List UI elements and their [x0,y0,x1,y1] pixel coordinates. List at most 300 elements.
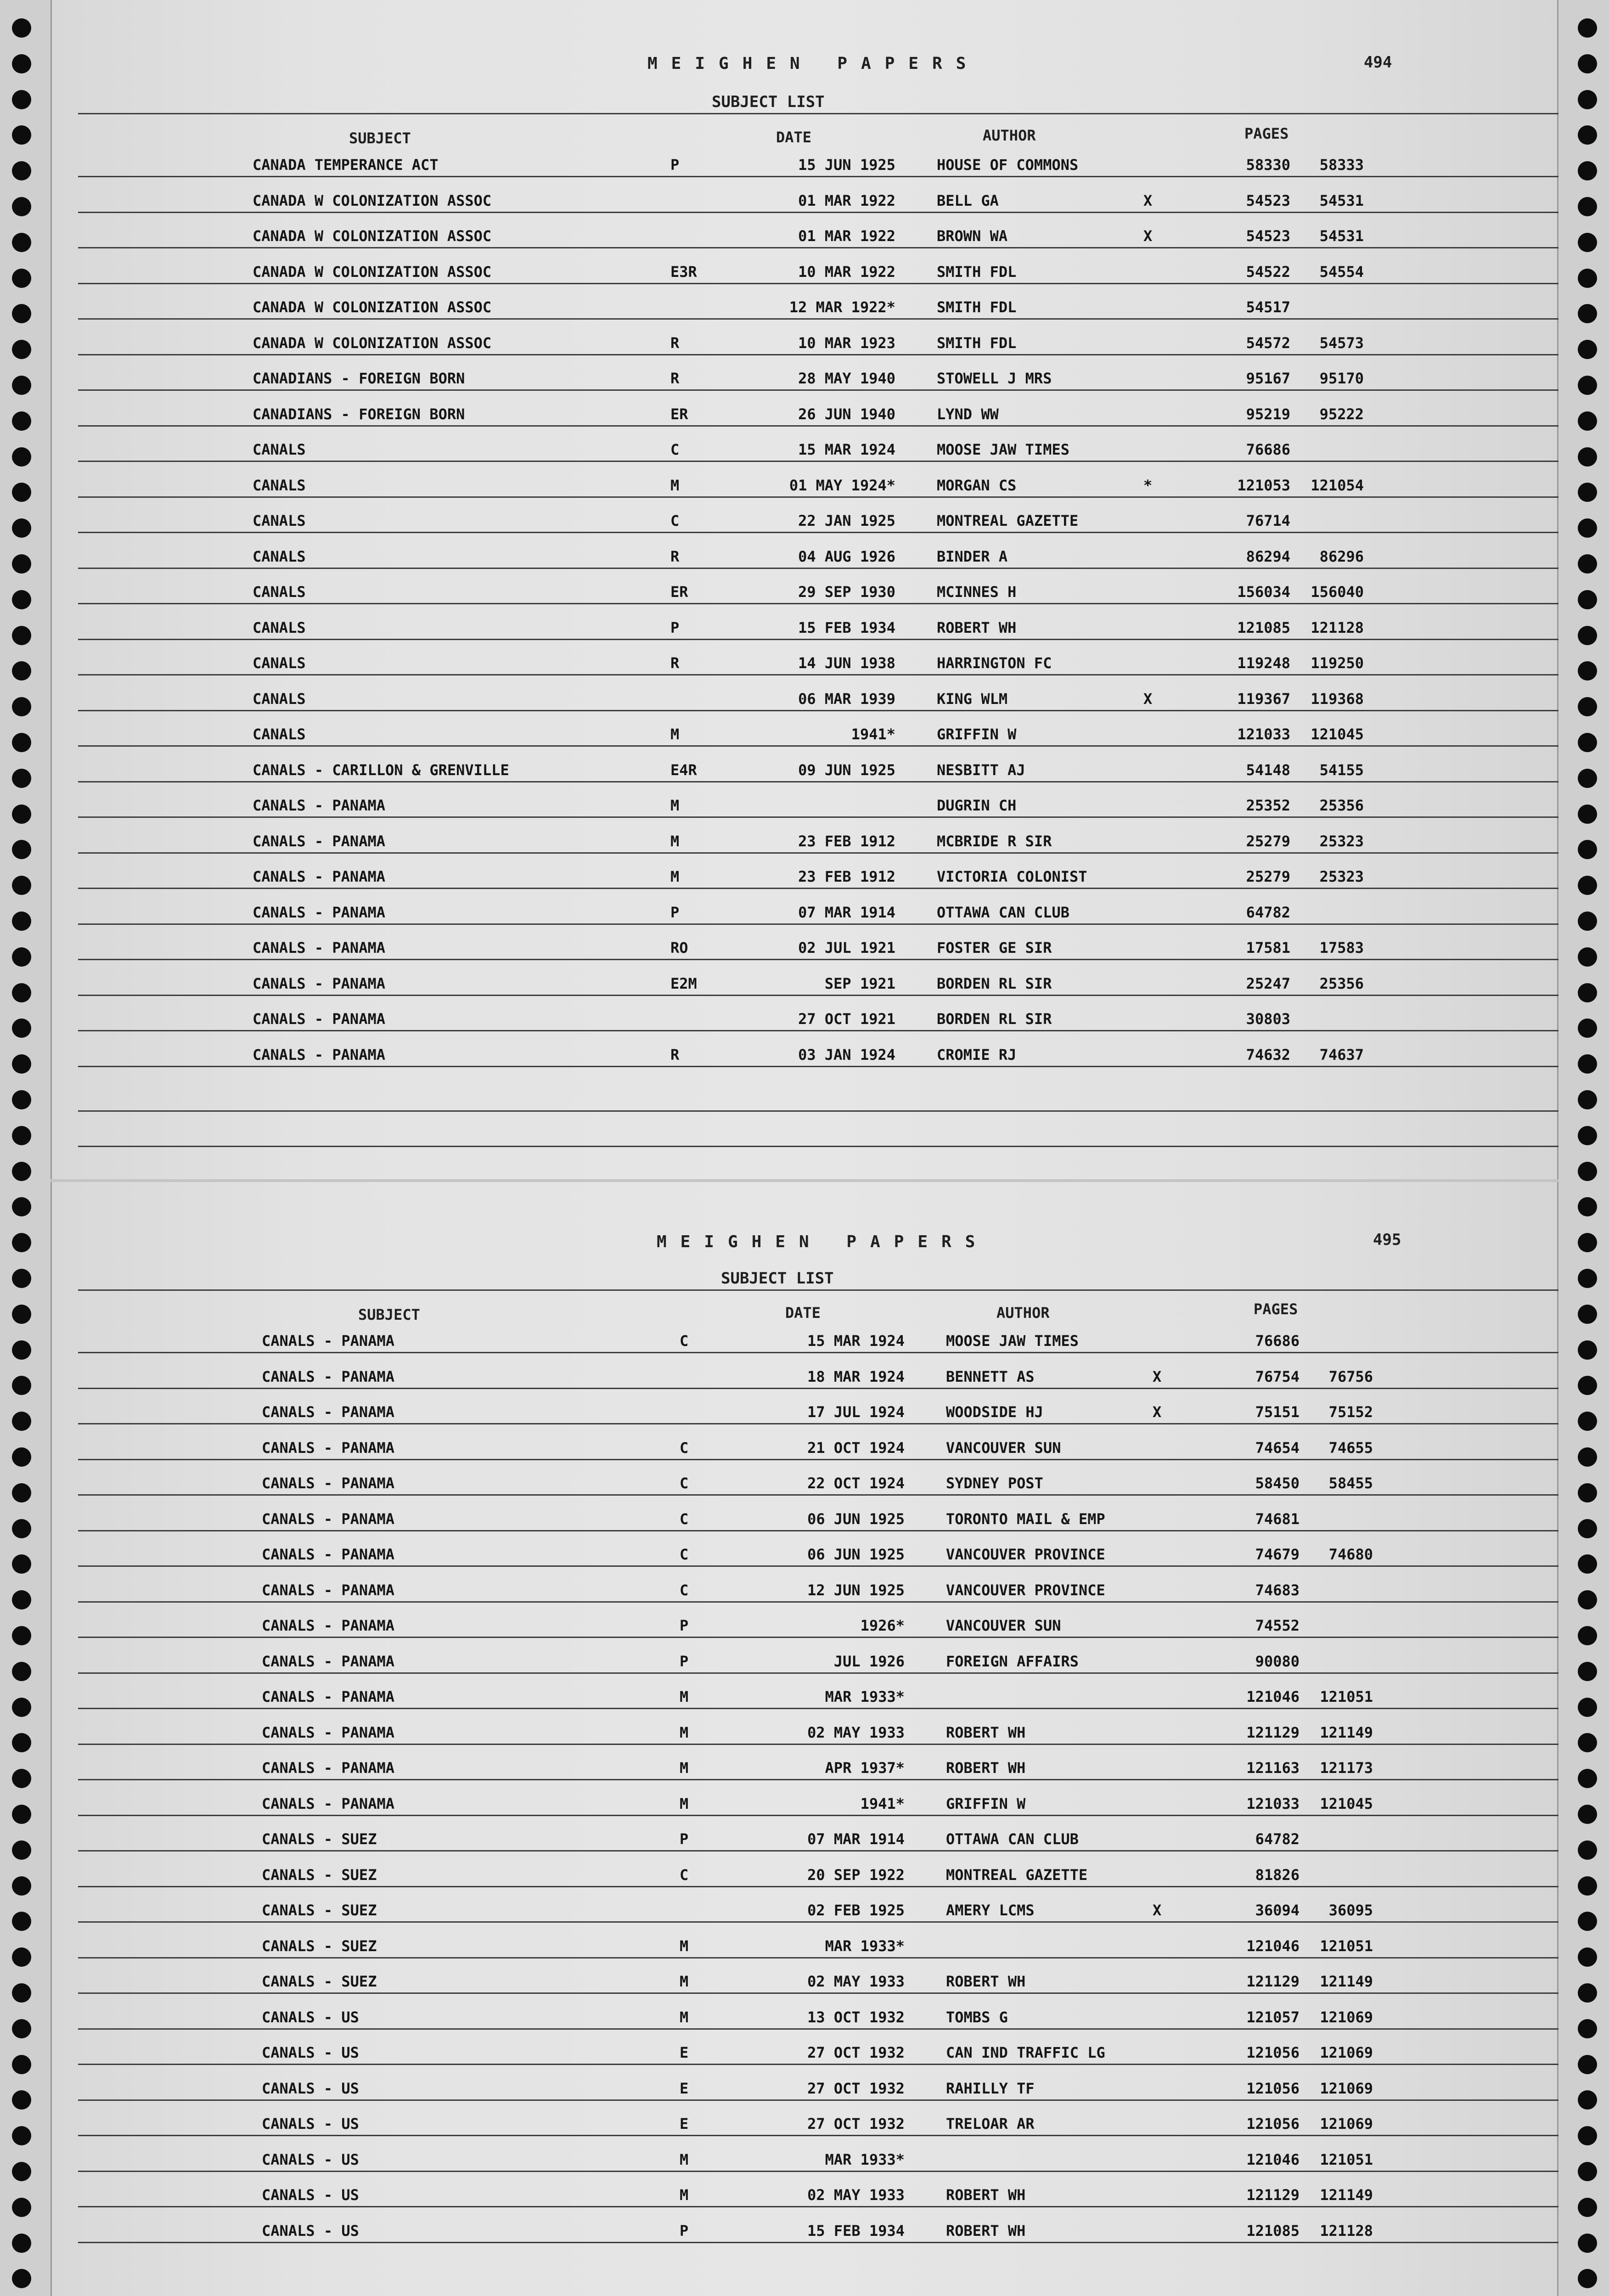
cell-code: M [670,797,680,814]
cell-author: MONTREAL GAZETTE [946,1866,1088,1884]
column-header-date: DATE [785,1304,821,1322]
row-rule [78,1066,1558,1067]
cell-author: BORDEN RL SIR [937,974,1052,992]
cell-date: 15 JUN 1925 [798,156,895,174]
cell-date: 02 MAY 1933 [807,1723,905,1741]
cell-page-from: 95167 [1246,370,1290,387]
cell-subject: CANALS [253,619,306,636]
tractor-hole [12,2162,31,2181]
cell-code: C [670,512,680,529]
tractor-hole [12,1412,31,1431]
row-rule [78,2242,1558,2243]
table-row [51,1531,1558,1567]
cell-date: 27 OCT 1932 [807,2115,905,2133]
table-row [51,2208,1558,2243]
page-494 [51,0,1558,1179]
cell-author: VANCOUVER SUN [946,1617,1061,1634]
tractor-hole [12,1126,31,1145]
tractor-hole [1578,1947,1597,1967]
tractor-hole [1578,233,1597,252]
cell-page-from: 119248 [1237,654,1290,672]
cell-code: P [670,619,680,636]
cell-code: E3R [670,263,697,281]
cell-date: 09 JUN 1925 [798,761,895,779]
tractor-hole [12,233,31,252]
cell-date: 02 MAY 1933 [807,1973,905,1990]
cell-page-to: 54531 [1319,227,1364,245]
tractor-hole [12,2055,31,2074]
column-header-pages: PAGES [1254,1300,1298,1318]
tractor-hole [12,2019,31,2038]
cell-page-from: 121056 [1246,2079,1300,2097]
cell-subject: CANADA W COLONIZATION ASSOC [253,298,492,316]
cell-code: P [670,156,680,174]
column-header-date: DATE [776,129,812,146]
table-row [51,1887,1558,1923]
cell-code: M [680,1759,689,1777]
table-row [51,1781,1558,1816]
cell-subject: CANALS - US [262,2079,359,2097]
tractor-hole [12,2234,31,2253]
tractor-hole [1578,90,1597,109]
table-row [51,249,1558,284]
table-row [51,2030,1558,2065]
cell-page-to: 121149 [1320,1723,1373,1741]
cell-author: BINDER A [937,547,1008,565]
table-row [51,605,1558,640]
cell-author: MOOSE JAW TIMES [946,1332,1079,1350]
cell-author: MONTREAL GAZETTE [937,512,1079,529]
cell-page-from: 25279 [1246,868,1290,885]
cell-date: 20 SEP 1922 [807,1866,905,1884]
cell-code: P [680,1830,689,1848]
page-495 [51,1179,1558,2296]
cell-code: R [670,370,680,387]
cell-flag: * [1143,476,1153,494]
cell-author: WOODSIDE HJ [946,1403,1043,1421]
cell-page-from: 54522 [1246,263,1290,281]
cell-page-to: 121069 [1320,2115,1373,2133]
cell-page-to: 76756 [1328,1367,1373,1385]
cell-date: 06 MAR 1939 [798,690,895,708]
cell-page-to: 121045 [1311,726,1364,743]
cell-page-from: 119367 [1237,690,1290,708]
cell-date: 29 SEP 1930 [798,583,895,601]
tractor-hole [12,340,31,359]
cell-author: ROBERT WH [946,2186,1026,2204]
list-title: SUBJECT LIST [712,93,825,111]
cell-code: E [680,2115,689,2133]
cell-date: 15 FEB 1934 [807,2222,905,2240]
tractor-hole [12,805,31,824]
tractor-hole [12,1519,31,1538]
cell-author: MCINNES H [937,583,1017,601]
tractor-hole [1578,269,1597,288]
cell-author: SMITH FDL [937,263,1017,281]
cell-page-from: 74681 [1255,1510,1300,1528]
cell-page-to: 121069 [1320,2044,1373,2061]
cell-code: C [680,1581,689,1599]
tractor-hole [1578,54,1597,73]
cell-code: C [680,1866,689,1884]
cell-code: C [680,1474,689,1492]
cell-page-to: 121051 [1320,1688,1373,1705]
cell-code: M [680,2150,689,2168]
cell-author: CAN IND TRAFFIC LG [946,2044,1105,2061]
cell-date: 26 JUN 1940 [798,405,895,423]
tractor-hole [1578,626,1597,645]
cell-code: ER [670,405,688,423]
table-row [51,1923,1558,1958]
tractor-hole [1578,1483,1597,1503]
table-row [51,1816,1558,1851]
tractor-hole [12,1983,31,2003]
table-row [51,178,1558,213]
cell-subject: CANALS - PANAMA [262,1723,394,1741]
cell-date: 17 JUL 1924 [807,1403,905,1421]
table-row [51,782,1558,818]
cell-page-from: 74679 [1255,1546,1300,1563]
tractor-hole [1578,1269,1597,1288]
cell-code: P [680,1617,689,1634]
cell-author: GRIFFIN W [937,726,1017,743]
cell-page-to: 36095 [1328,1902,1373,1919]
cell-author: AMERY LCMS [946,1902,1035,1919]
cell-subject: CANADIANS - FOREIGN BORN [253,370,465,387]
cell-subject: CANALS - SUEZ [262,1973,377,1990]
tractor-hole [12,1698,31,1717]
cell-date: MAR 1933* [825,2150,905,2168]
cell-page-from: 25352 [1246,797,1290,814]
cell-subject: CANALS - PANAMA [262,1332,394,1350]
cell-page-from: 121046 [1246,1688,1300,1705]
tractor-hole [1578,2162,1597,2181]
cell-page-to: 119250 [1311,654,1364,672]
tractor-hole [1578,590,1597,609]
cell-subject: CANALS - PANAMA [253,939,385,957]
cell-code: M [670,832,680,850]
cell-author: BORDEN RL SIR [937,1010,1052,1028]
cell-author: HOUSE OF COMMONS [937,156,1079,174]
cell-page-to: 121128 [1311,619,1364,636]
cell-author: TRELOAR AR [946,2115,1035,2133]
cell-date: 23 FEB 1912 [798,832,895,850]
tractor-hole [12,1090,31,1109]
tractor-hole [12,18,31,38]
table-row [51,1674,1558,1709]
tractor-hole [1578,1054,1597,1074]
table-row [51,747,1558,782]
tractor-hole [12,1840,31,1860]
cell-page-to: 58455 [1328,1474,1373,1492]
cell-author: CROMIE RJ [937,1046,1017,1064]
tractor-hole [1578,1626,1597,1645]
page-title: MEIGHEN PAPERS [647,54,980,73]
cell-page-from: 54523 [1246,191,1290,209]
tractor-hole [1578,1340,1597,1360]
cell-page-to: 58333 [1319,156,1364,174]
tractor-hole [12,697,31,716]
cell-author: VICTORIA COLONIST [937,868,1087,885]
cell-subject: CANALS - PANAMA [253,903,385,921]
cell-page-from: 156034 [1237,583,1290,601]
cell-author: KING WLM [937,690,1008,708]
cell-flag: X [1153,1367,1162,1385]
tractor-hole [1578,447,1597,467]
tractor-hole [1578,1305,1597,1324]
cell-page-to: 119368 [1311,690,1364,708]
cell-subject: CANALS - US [262,2044,359,2061]
tractor-hole [1578,1162,1597,1181]
cell-date: 02 MAY 1933 [807,2186,905,2204]
tractor-hole [1578,1590,1597,1609]
cell-page-to: 121069 [1320,2008,1373,2026]
table-row [51,284,1558,320]
cell-date: 07 MAR 1914 [807,1830,905,1848]
cell-date: 27 OCT 1921 [798,1010,895,1028]
cell-author: BROWN WA [937,227,1008,245]
cell-page-from: 36094 [1255,1902,1300,1919]
cell-subject: CANALS - PANAMA [262,1403,394,1421]
blank-rule [78,1146,1558,1147]
table-row [51,1958,1558,1994]
cell-page-to: 121149 [1320,1973,1373,1990]
cell-author: BELL GA [937,191,999,209]
cell-page-from: 121033 [1246,1795,1300,1812]
cell-subject: CANALS - US [262,2186,359,2204]
cell-page-from: 54148 [1246,761,1290,779]
cell-date: 22 JAN 1925 [798,512,895,529]
cell-date: 13 OCT 1932 [807,2008,905,2026]
cell-code: P [670,903,680,921]
cell-subject: CANALS - PANAMA [262,1439,394,1457]
cell-date: 01 MAR 1922 [798,227,895,245]
tractor-hole [1578,1090,1597,1109]
cell-author: STOWELL J MRS [937,370,1052,387]
cell-page-to: 54573 [1319,334,1364,352]
cell-subject: CANALS - CARILLON & GRENVILLE [253,761,509,779]
cell-author: ROBERT WH [946,2222,1026,2240]
cell-date: MAR 1933* [825,1937,905,1955]
cell-subject: CANALS [253,547,306,565]
cell-page-to: 25356 [1319,797,1364,814]
list-title: SUBJECT LIST [721,1269,834,1288]
cell-page-to: 121128 [1320,2222,1373,2240]
tractor-hole [12,1233,31,1252]
cell-page-to: 156040 [1311,583,1364,601]
cell-page-to: 95170 [1319,370,1364,387]
cell-page-from: 121056 [1246,2115,1300,2133]
cell-subject: CANALS - PANAMA [253,868,385,885]
cell-subject: CANALS [253,512,306,529]
cell-page-from: 121163 [1246,1759,1300,1777]
cell-author: DUGRIN CH [937,797,1017,814]
cell-date: SEP 1921 [824,974,895,992]
cell-date: 15 FEB 1934 [798,619,895,636]
cell-date: 23 FEB 1912 [798,868,895,885]
cell-page-from: 64782 [1255,1830,1300,1848]
cell-code: E [680,2044,689,2061]
cell-page-from: 74552 [1255,1617,1300,1634]
cell-date: 07 MAR 1914 [798,903,895,921]
table-row [51,2101,1558,2136]
table-row [51,1710,1558,1745]
header-rule [78,1289,1558,1291]
cell-author: OTTAWA CAN CLUB [946,1830,1079,1848]
cell-code: M [670,476,680,494]
table-row [51,1032,1558,1067]
cell-page-from: 58450 [1255,1474,1300,1492]
cell-page-to: 121051 [1320,2150,1373,2168]
cell-page-from: 64782 [1246,903,1290,921]
cell-page-to: 74655 [1328,1439,1373,1457]
cell-date: 02 JUL 1921 [798,939,895,957]
tractor-hole [12,1305,31,1324]
cell-subject: CANADA W COLONIZATION ASSOC [253,191,492,209]
cell-page-to: 121069 [1320,2079,1373,2097]
cell-page-from: 121085 [1246,2222,1300,2240]
cell-page-from: 81826 [1255,1866,1300,1884]
cell-page-from: 121046 [1246,1937,1300,1955]
cell-page-to: 54155 [1319,761,1364,779]
table-row [51,534,1558,569]
cell-date: 18 MAR 1924 [807,1367,905,1385]
cell-code: M [680,1723,689,1741]
cell-date: 12 MAR 1922* [789,298,895,316]
column-header-subject: SUBJECT [349,129,411,147]
tractor-hole [12,554,31,574]
table-row [51,2137,1558,2172]
cell-subject: CANALS - PANAMA [253,832,385,850]
cell-page-to: 86296 [1319,547,1364,565]
table-row [51,961,1558,996]
cell-date: APR 1937* [825,1759,905,1777]
cell-date: 04 AUG 1926 [798,547,895,565]
tractor-hole [1578,912,1597,931]
tractor-hole [1578,2198,1597,2217]
cell-date: 10 MAR 1923 [798,334,895,352]
table-row [51,996,1558,1031]
tractor-hole [12,1626,31,1645]
cell-page-from: 121046 [1246,2150,1300,2168]
cell-subject: CANADIANS - FOREIGN BORN [253,405,465,423]
cell-page-to: 25323 [1319,832,1364,850]
table-row [51,889,1558,925]
cell-code: R [670,334,680,352]
cell-date: 1941* [860,1795,905,1812]
table-row [51,925,1558,960]
tractor-hole [1578,947,1597,967]
tractor-hole [1578,805,1597,824]
cell-subject: CANALS - PANAMA [262,1581,394,1599]
cell-subject: CANADA W COLONIZATION ASSOC [253,227,492,245]
column-header-subject: SUBJECT [358,1306,420,1323]
cell-code: C [680,1439,689,1457]
cell-page-from: 76714 [1246,512,1290,529]
tractor-hole [12,769,31,788]
table-row [51,1567,1558,1603]
table-row [51,1496,1558,1531]
tractor-hole [1578,1412,1597,1431]
tractor-hole [1578,1805,1597,1824]
cell-code: M [680,1937,689,1955]
cell-date: 06 JUN 1925 [807,1510,905,1528]
table-row [51,818,1558,854]
cell-code: R [670,654,680,672]
tractor-hole [1578,161,1597,180]
tractor-hole [12,733,31,752]
cell-author: VANCOUVER PROVINCE [946,1581,1105,1599]
tractor-hole [1578,1233,1597,1252]
cell-subject: CANALS - US [262,2150,359,2168]
cell-page-to: 121054 [1311,476,1364,494]
tractor-hole [12,947,31,967]
cell-page-from: 95219 [1246,405,1290,423]
cell-page-from: 121033 [1237,726,1290,743]
cell-subject: CANALS [253,476,306,494]
cell-code: M [680,2008,689,2026]
tractor-hole [12,1805,31,1824]
tractor-hole [1578,554,1597,574]
cell-flag: X [1143,191,1153,209]
tractor-hole [12,1662,31,1681]
cell-author: VANCOUVER PROVINCE [946,1546,1105,1563]
cell-code: RO [670,939,688,957]
cell-code: M [680,2186,689,2204]
cell-date: 02 FEB 1925 [807,1902,905,1919]
tractor-hole [1578,2234,1597,2253]
cell-subject: CANALS - SUEZ [262,1937,377,1955]
tractor-hole [1578,983,1597,1002]
table-row [51,640,1558,675]
table-row [51,676,1558,711]
tractor-hole [12,1162,31,1181]
cell-page-from: 74654 [1255,1439,1300,1457]
cell-date: 27 OCT 1932 [807,2079,905,2097]
cell-page-from: 76686 [1255,1332,1300,1350]
cell-author: SMITH FDL [937,334,1017,352]
cell-page-from: 121129 [1246,2186,1300,2204]
table-row [51,2172,1558,2207]
table-row [51,320,1558,355]
table-row [51,355,1558,391]
cell-code: C [680,1546,689,1563]
cell-subject: CANALS - PANAMA [253,797,385,814]
tractor-hole [12,2126,31,2145]
tractor-hole [12,983,31,1002]
cell-code: E4R [670,761,697,779]
cell-subject: CANALS - US [262,2008,359,2026]
tractor-hole [12,90,31,109]
table-row [51,1318,1558,1353]
cell-page-to: 121173 [1320,1759,1373,1777]
tractor-hole [1578,18,1597,38]
tractor-hole [1578,769,1597,788]
table-row [51,427,1558,462]
blank-rule [78,1110,1558,1112]
tractor-hole [1578,1447,1597,1467]
cell-date: 21 OCT 1924 [807,1439,905,1457]
table-row [51,1603,1558,1638]
cell-page-from: 90080 [1255,1652,1300,1670]
cell-page-from: 30803 [1246,1010,1290,1028]
cell-author: ROBERT WH [937,619,1017,636]
cell-subject: CANALS - PANAMA [262,1474,394,1492]
cell-code: C [680,1332,689,1350]
tractor-hole [1578,1662,1597,1681]
cell-subject: CANALS - US [262,2115,359,2133]
cell-page-from: 54523 [1246,227,1290,245]
